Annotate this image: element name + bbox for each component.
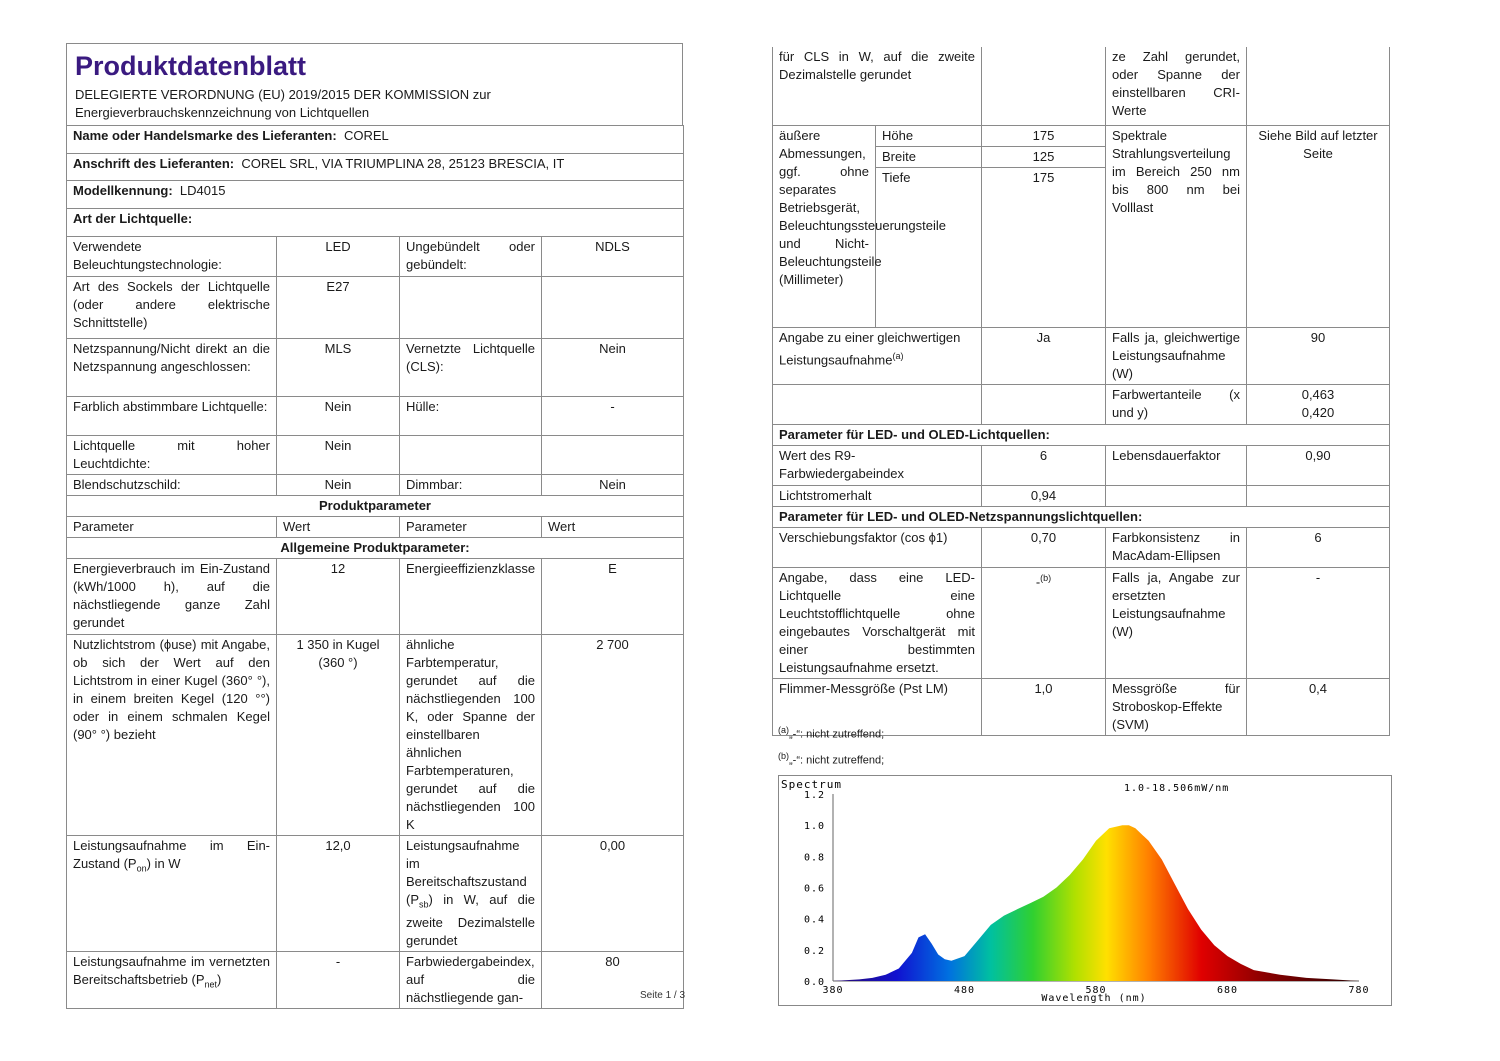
cell (1247, 384, 1390, 424)
cell: Nein (277, 475, 400, 496)
replace-value: - (1035, 573, 1041, 589)
x-tick-label: 580 (1085, 985, 1107, 996)
cell (876, 188, 982, 327)
chart-subtitle: 1.0-18.506mW/nm (1124, 783, 1230, 794)
footnote-b (778, 746, 884, 772)
y-tick-label: 0.2 (803, 945, 825, 957)
cell (1247, 485, 1390, 506)
footnote-mark: (b) (778, 750, 789, 761)
x-tick-label: 780 (1348, 985, 1370, 996)
cell: E (542, 559, 684, 635)
footnote-a (778, 720, 884, 746)
cell: - (277, 951, 400, 1008)
right-page (772, 47, 1389, 736)
cell: Verschiebungsfaktor (cos ϕ1) (773, 527, 982, 567)
chroma-y: 0,420 (1301, 404, 1335, 420)
led-params-heading: Parameter für LED- und OLED-Lichtquellen: (773, 424, 1390, 445)
dim-value: 175 (982, 167, 1106, 188)
dims-label: äußere Abmessungen, ggf. ohne separates Betriebsgerät, Beleuchtungssteuerungsteile und Nicht-Beleuchtungsteile (Millimeter) (773, 125, 876, 327)
cell (400, 436, 542, 475)
cell: 12 (277, 559, 400, 635)
dim-value: 125 (982, 146, 1106, 167)
footnotes (778, 720, 884, 771)
footnote-text: „-“: nicht zutreffend; (789, 728, 885, 741)
cell: 6 (982, 445, 1106, 485)
cell: Nein (277, 397, 400, 436)
cell (1106, 485, 1247, 506)
cell: Farbkonsistenz in MacAdam-Ellipsen (1106, 527, 1247, 567)
cell: 0,90 (1247, 445, 1390, 485)
address-label: Anschrift des Lieferanten: (73, 156, 235, 171)
y-tick-label: 1.0 (803, 821, 825, 833)
x-tick-label: 680 (1216, 985, 1239, 996)
cell: Lichtquelle mit hoher Leuchtdichte: (67, 436, 277, 475)
equiv-label: Angabe zu einer gleichwertigen Leistungsaufnahme (779, 329, 961, 367)
cell: MLS (277, 339, 400, 397)
text: Leistungsaufnahme im Bereitschaftszustand (P (406, 838, 527, 907)
spectrum-chart (778, 775, 1392, 1006)
left-page (66, 43, 686, 1009)
cell: für CLS in W, auf die zweite Dezimalstelle gerundet (773, 47, 982, 125)
cell: - (542, 397, 684, 436)
col-header: Wert (277, 517, 400, 538)
mains-params-heading: Parameter für LED- und OLED-Netzspannungslichtquellen: (773, 506, 1390, 527)
cell: Nein (542, 339, 684, 397)
y-tick-label: 0.8 (803, 852, 825, 864)
cell: Dimmbar: (400, 475, 542, 496)
footnote-ref: (b) (1040, 572, 1052, 583)
cell: Farbwiedergabeindex, auf die nächstliegende gan- (400, 951, 542, 1008)
cell (982, 567, 1106, 678)
model-value: LD4015 (179, 183, 226, 198)
cell: - (1247, 567, 1390, 678)
footnote-mark: (a) (778, 725, 789, 735)
cell: Nein (542, 475, 684, 496)
cell: 80 (542, 951, 684, 1008)
cell (67, 836, 277, 952)
cell: Angabe, dass eine LED-Lichtquelle eine Leuchtstofflichtquelle ohne eingebautes Vorschaltgerät mit einer bestimmten Leistungsaufnahme ersetzt. (773, 567, 982, 678)
spectrum-svg (779, 776, 1391, 1005)
cell: LED (277, 237, 400, 277)
text: ) in W, auf die zweite Dezimalstelle gerundet (406, 892, 535, 948)
dim-value: 175 (982, 125, 1106, 146)
datasheet-table-left (66, 125, 684, 1009)
cell: 0,00 (542, 836, 684, 952)
model-row (67, 181, 684, 209)
cell: Nutzlichtstrom (ϕuse) mit Angabe, ob sich der Wert auf den Lichtstrom in einer Kugel (360° °), in einem breiten Kegel (120 °°) oder in einem schmalen Kegel (90° °) bezieht (67, 635, 277, 836)
model-label: Modellkennung: (73, 183, 173, 198)
datasheet-table-right (772, 47, 1390, 736)
cell: Vernetzte Lichtquelle (CLS): (400, 339, 542, 397)
spectral-label: Spektrale Strahlungsverteilung im Bereich 250 nm bis 800 nm bei Volllast (1106, 125, 1247, 327)
subscript: sb (419, 899, 429, 910)
chart-title: Spectrum (781, 778, 842, 791)
cell: Farbwertanteile (x und y) (1106, 384, 1247, 424)
regulation-text: DELEGIERTE VERORDNUNG (EU) 2019/2015 DER KOMMISSION zur Energieverbrauchskennzeichnung von Lichtquellen (75, 87, 491, 120)
text: ) in W (146, 856, 181, 871)
cell (542, 277, 684, 339)
cell: Farblich abstimmbare Lichtquelle: (67, 397, 277, 436)
cell (773, 384, 982, 424)
spectral-value: Siehe Bild auf letzter Seite (1247, 125, 1390, 327)
cell (1247, 47, 1390, 125)
cell (542, 436, 684, 475)
col-header: Parameter (400, 517, 542, 538)
supplier-label: Name oder Handelsmarke des Lieferanten: (73, 128, 337, 143)
dim-name: Tiefe (876, 167, 982, 188)
dim-name: Höhe (876, 125, 982, 146)
x-tick-label: 480 (953, 985, 976, 996)
cell (67, 951, 277, 1008)
cell: 90 (1247, 327, 1390, 384)
cell: 0,4 (1247, 678, 1390, 735)
cell: 0,70 (982, 527, 1106, 567)
y-tick-label: 0.0 (803, 977, 825, 988)
page-title: Produktdatenblatt (75, 51, 307, 81)
y-tick-label: 1.2 (803, 790, 825, 801)
plot-area (804, 790, 1370, 996)
cell (773, 327, 982, 384)
cell: Flimmer-Messgröße (Pst LM) (773, 678, 982, 735)
product-params-heading: Produktparameter (67, 496, 684, 517)
cell: Verwendete Beleuchtungstechnologie: (67, 237, 277, 277)
supplier-row (67, 126, 684, 154)
cell: ähnliche Farbtemperatur, gerundet auf die nächstliegenden 100 K, oder Spanne der einstellbaren ähnlichen Farbtemperaturen, gerundet auf die nächstliegenden 100 K (400, 635, 542, 836)
text: Leistungsaufnahme im Ein-Zustand (P (73, 838, 270, 871)
cell (400, 836, 542, 952)
cell: Energieverbrauch im Ein-Zustand (kWh/1000 h), auf die nächstliegende ganze Zahl gerundet (67, 559, 277, 635)
cell: Energieeffizienzklasse (400, 559, 542, 635)
cell: NDLS (542, 237, 684, 277)
footnote-ref: (a) (892, 350, 904, 361)
cell: 0,94 (982, 485, 1106, 506)
cell (400, 277, 542, 339)
cell (982, 188, 1106, 327)
col-header: Wert (542, 517, 684, 538)
cell: E27 (277, 277, 400, 339)
cell: Lichtstromerhalt (773, 485, 982, 506)
title-block (66, 43, 683, 125)
cell: Nein (277, 436, 400, 475)
cell: 1,0 (982, 678, 1106, 735)
text: Leistungsaufnahme im vernetzten Bereitschaftsbetrieb (P (73, 953, 270, 987)
cell: ze Zahl gerundet, oder Spanne der einstellbaren CRI-Werte (1106, 47, 1247, 125)
chroma-x: 0,463 (1301, 386, 1335, 402)
cell: Falls ja, gleichwertige Leistungsaufnahme (W) (1106, 327, 1247, 384)
general-params-heading: Allgemeine Produktparameter: (67, 538, 684, 559)
cell (982, 47, 1106, 125)
cell: Falls ja, Angabe zur ersetzten Leistungsaufnahme (W) (1106, 567, 1247, 678)
cell: Messgröße für Stroboskop-Effekte (SVM) (1106, 678, 1247, 735)
cell: Wert des R9-Farbwiedergabeindex (773, 445, 982, 485)
cell: 6 (1247, 527, 1390, 567)
x-tick-label: 380 (822, 985, 844, 996)
page-number: Seite 1 / 3 (640, 990, 686, 1001)
spectrum-area (833, 825, 1359, 981)
y-tick-label: 0.4 (803, 914, 825, 926)
cell: 1 350 in Kugel (360 °) (277, 635, 400, 836)
cell: Netzspannung/Nicht direkt an die Netzspannung angeschlossen: (67, 339, 277, 397)
cell: Blendschutzschild: (67, 475, 277, 496)
footnote-text: „-“: nicht zutreffend; (789, 754, 885, 767)
supplier-value: COREL (343, 128, 389, 143)
dim-name: Breite (876, 146, 982, 167)
cell: Lebensdauerfaktor (1106, 445, 1247, 485)
text: ) (217, 971, 222, 987)
address-row (67, 154, 684, 181)
cell: 2 700 (542, 635, 684, 836)
col-header: Parameter (67, 517, 277, 538)
subscript: net (204, 979, 218, 990)
cell: Ungebündelt oder gebündelt: (400, 237, 542, 277)
cell: Hülle: (400, 397, 542, 436)
source-type-heading: Art der Lichtquelle: (67, 209, 684, 237)
address-value: COREL SRL, VIA TRIUMPLINA 28, 25123 BRESCIA, IT (241, 156, 565, 171)
y-tick-label: 0.6 (803, 883, 825, 895)
x-axis-label: Wavelength (nm) (1041, 993, 1147, 1004)
subscript: on (136, 863, 147, 874)
cell: 12,0 (277, 836, 400, 952)
cell (982, 384, 1106, 424)
cell: Art des Sockels der Lichtquelle (oder andere elektrische Schnittstelle) (67, 277, 277, 339)
cell: Ja (982, 327, 1106, 384)
